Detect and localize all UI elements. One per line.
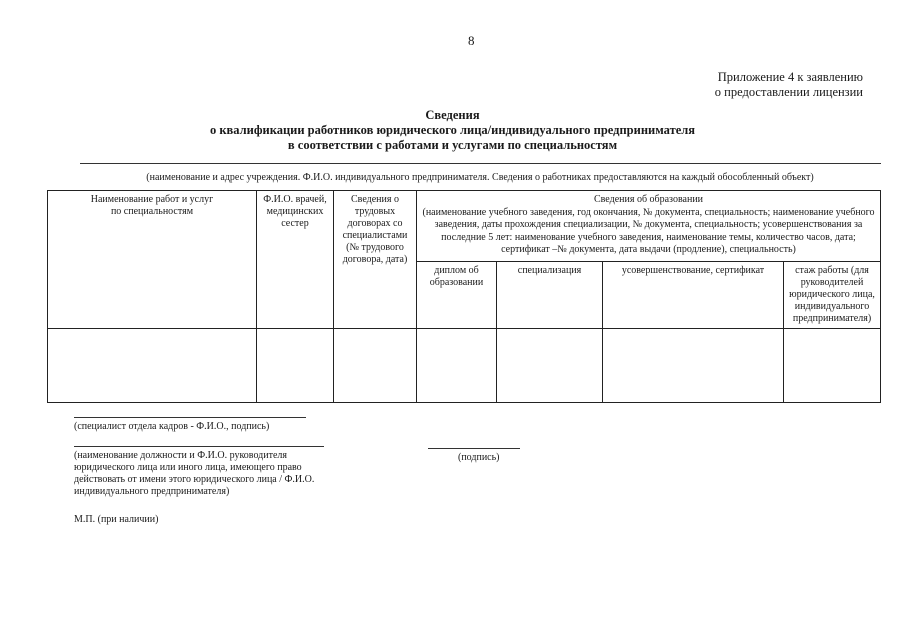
table-cell[interactable] xyxy=(417,329,497,403)
table-cell[interactable] xyxy=(784,329,881,403)
appendix-line-2: о предоставлении лицензии xyxy=(714,85,863,99)
hr-signature-caption: (специалист отдела кадров - Ф.И.О., подпись) xyxy=(74,421,270,432)
qualification-table xyxy=(47,190,881,403)
signature-line xyxy=(428,448,520,449)
table-cell[interactable] xyxy=(334,329,417,403)
table-cell[interactable] xyxy=(497,329,603,403)
appendix-note xyxy=(715,70,863,100)
subheader-diploma: диплом об образовании xyxy=(417,262,497,329)
organization-caption: (наименование и адрес учреждения. Ф.И.О. индивидуального предпринимателя. Сведения о работниках предоставляются на каждый обособленный объект) xyxy=(146,172,814,183)
table-cell[interactable] xyxy=(603,329,784,403)
fill-in-line xyxy=(80,163,881,164)
head-position-caption: (наименование должности и Ф.И.О. руководителя юридического лица или иного лица, имеющего право действовать от имени этого юридического лица / Ф.И.О. индивидуального предпринимателя) xyxy=(74,450,315,497)
header-education: Сведения об образовании (наименование учебного заведения, год окончания, № документа, специальность; наименование учебного заведения, даты прохождения специализации, № документа, специальность; усовершенствования за последние 5 лет: наименование учебного заведения, наименование темы, количество часов, дата; сертификат –№ документа, дата выдачи (продление), специальность) xyxy=(417,191,881,262)
header-fio: Ф.И.О. врачей, медицинских сестер xyxy=(257,191,334,329)
subheader-experience: стаж работы (для руководителей юридического лица, индивидуального предпринимателя) xyxy=(784,262,881,329)
subheader-specialization: специализация xyxy=(497,262,603,329)
title-line-3: в соответствии с работами и услугами по специальностям xyxy=(287,138,618,152)
document-title xyxy=(0,108,905,153)
appendix-line-1: Приложение 4 к заявлению xyxy=(717,70,863,84)
subheader-improvement: усовершенствование, сертификат xyxy=(603,262,784,329)
hr-signature-line xyxy=(74,417,306,418)
table-cell[interactable] xyxy=(257,329,334,403)
table-cell[interactable] xyxy=(48,329,257,403)
title-line-2: о квалификации работников юридического лица/индивидуального предпринимателя xyxy=(209,123,696,137)
header-contracts: Сведения о трудовых договорах со специалистами (№ трудового договора, дата) xyxy=(334,191,417,329)
header-works: Наименование работ и услуг по специальностям xyxy=(48,191,257,329)
table-row xyxy=(48,329,881,403)
page-number: 8 xyxy=(468,33,475,48)
title-line-1: Сведения xyxy=(425,108,480,122)
stamp-place: М.П. (при наличии) xyxy=(74,514,159,525)
head-signature-line xyxy=(74,446,324,447)
signature-caption: (подпись) xyxy=(458,452,500,463)
